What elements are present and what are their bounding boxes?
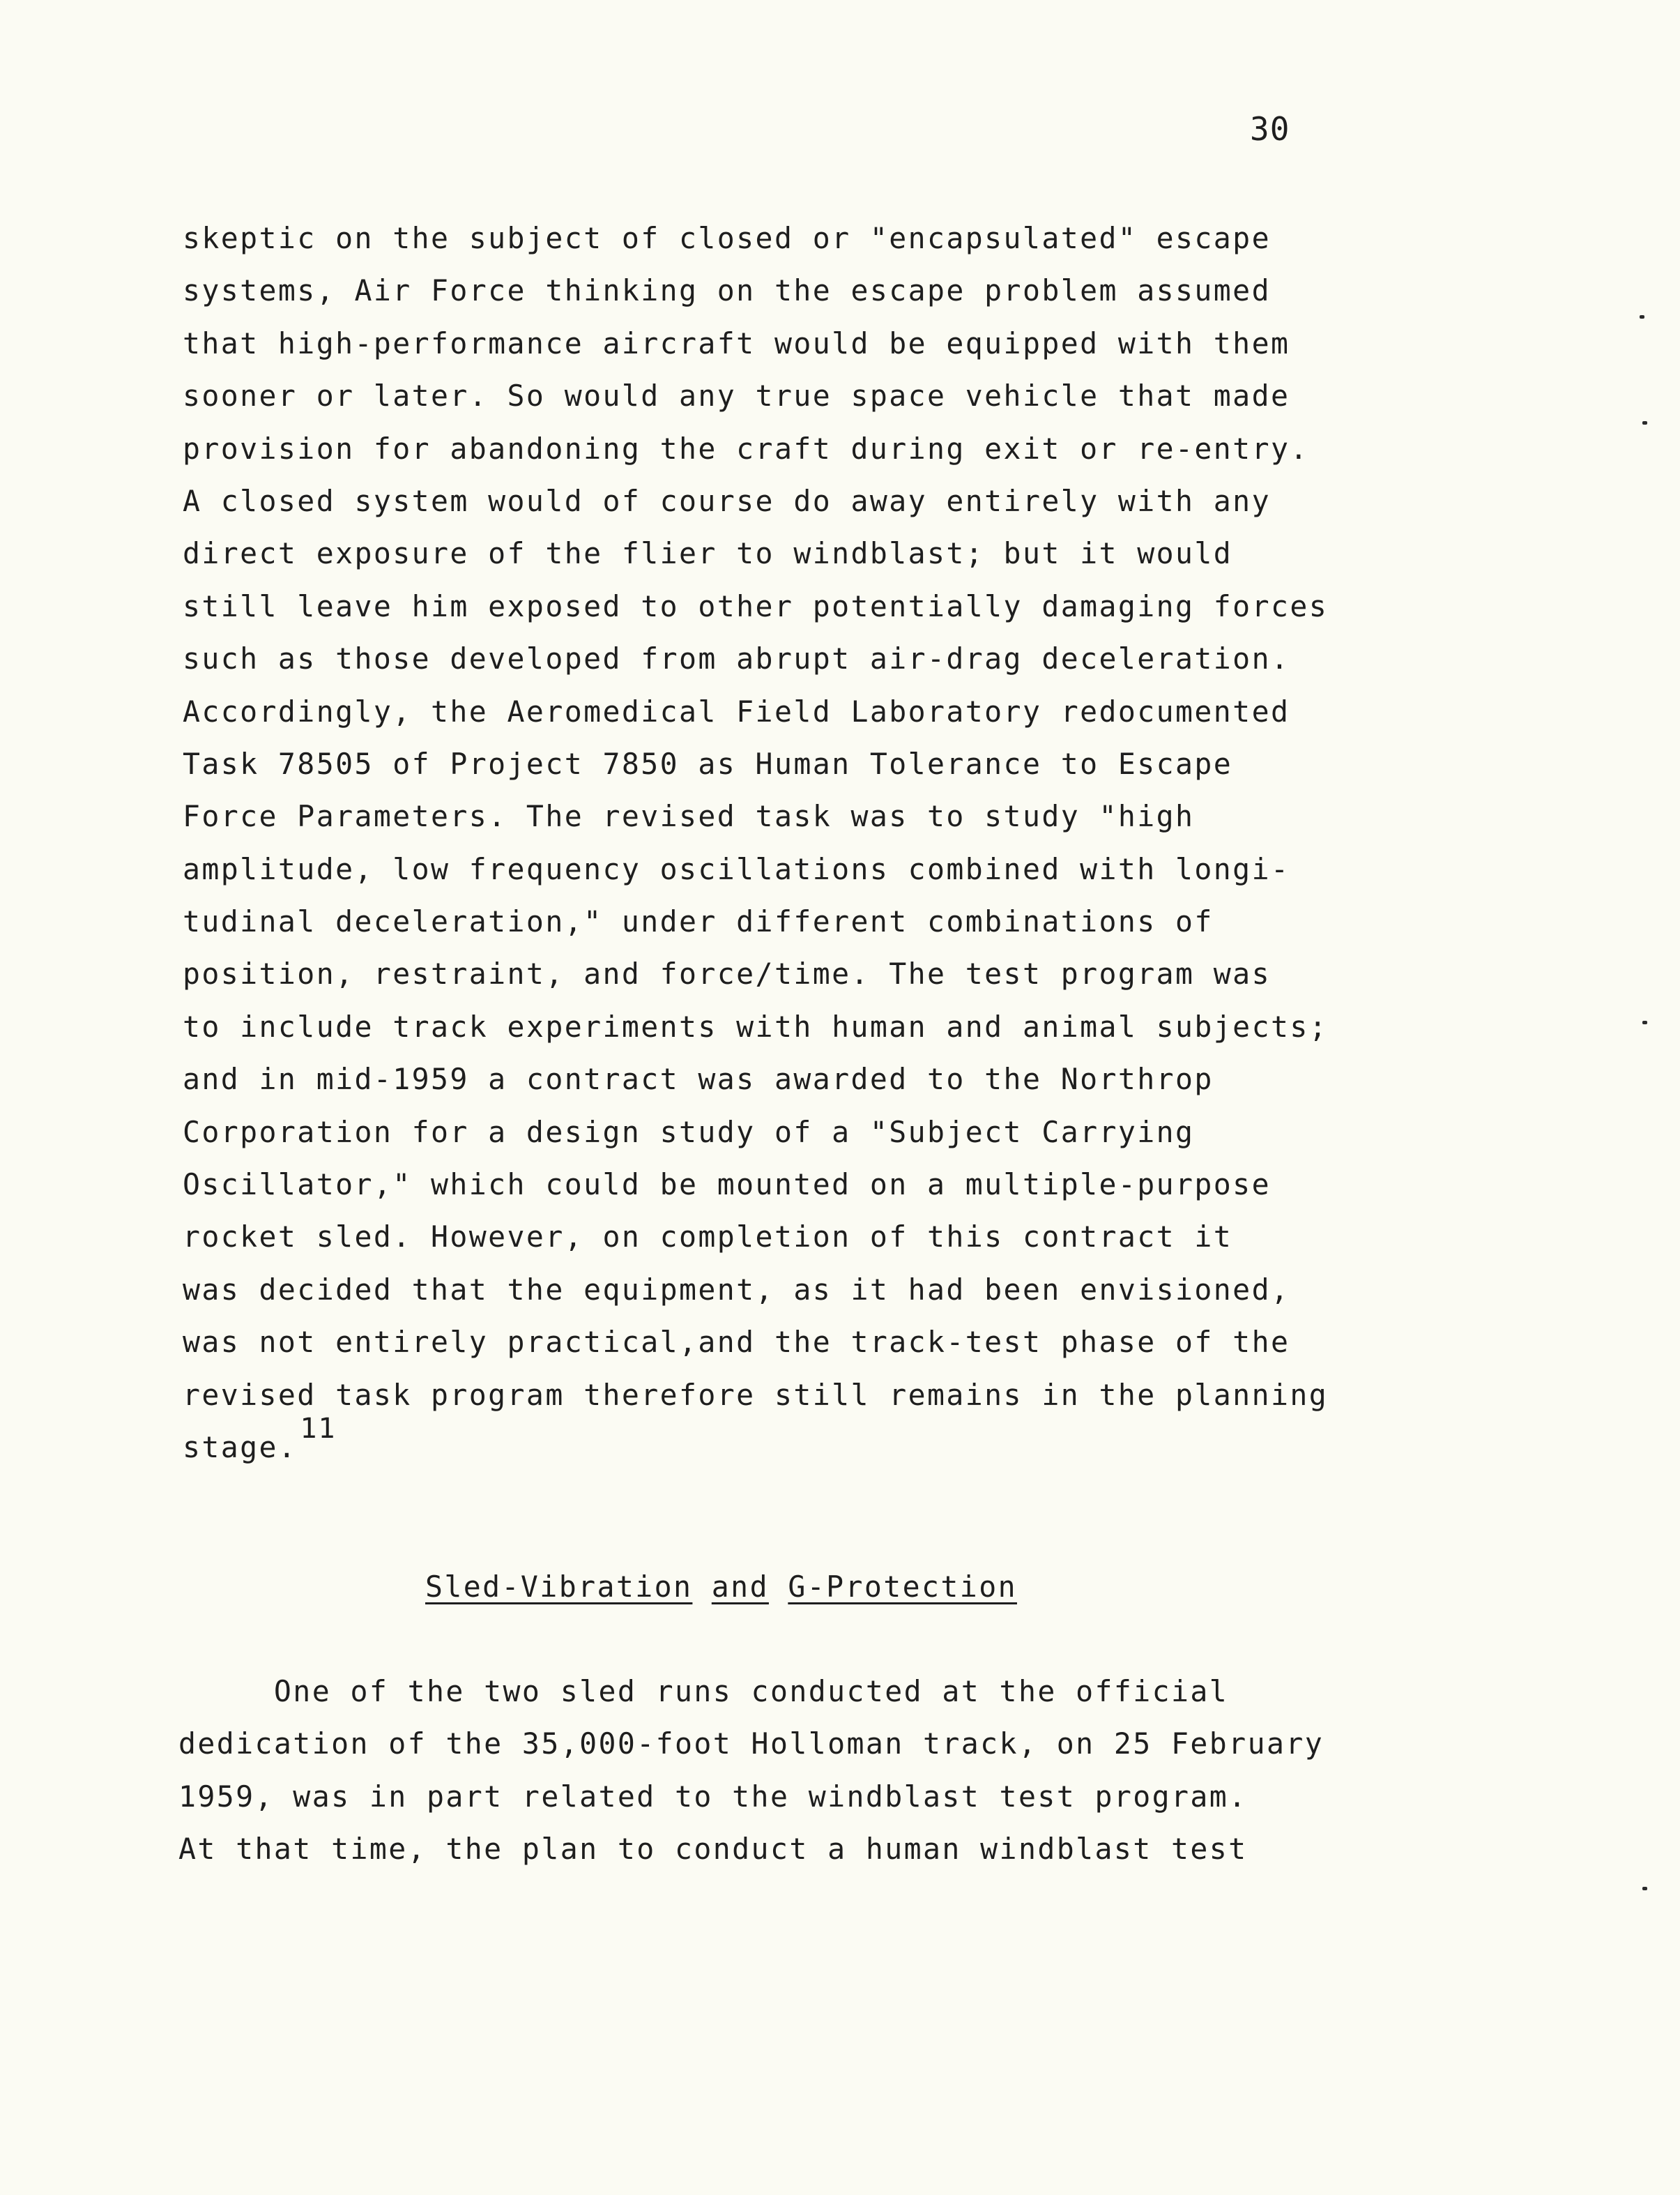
text-line: Force Parameters. The revised task was to study "high: [183, 799, 1195, 834]
body-paragraph-1: [183, 212, 1354, 1473]
text-line: Corporation for a design study of a "Subject Carrying: [183, 1114, 1195, 1149]
heading-part-1: Sled-Vibration: [425, 1570, 693, 1604]
text-line: such as those developed from abrupt air-drag deceleration.: [183, 641, 1290, 676]
text-line: systems, Air Force thinking on the escape problem assumed: [183, 273, 1271, 308]
page-number: 30: [1250, 110, 1290, 148]
text-line: that high-performance aircraft would be equipped with them: [183, 326, 1290, 360]
text-line: direct exposure of the flier to windblast; but it would: [183, 536, 1233, 571]
text-line: rocket sled. However, on completion of this contract it: [183, 1220, 1233, 1254]
text-line: sooner or later. So would any true space vehicle that made: [183, 379, 1290, 413]
text-line: Task 78505 of Project 7850 as Human Tolerance to Escape: [183, 746, 1233, 781]
body-paragraph-2: [178, 1665, 1357, 1876]
text-line-last: [183, 1412, 1354, 1473]
text-line: was not entirely practical,and the track-test phase of the: [183, 1325, 1290, 1360]
text-line: was decided that the equipment, as it had been envisioned,: [183, 1272, 1290, 1307]
scan-mark: [1640, 315, 1644, 319]
text-line: At that time, the plan to conduct a human windblast test: [178, 1832, 1248, 1867]
text-line: position, restraint, and force/time. The test program was: [183, 957, 1271, 992]
text-line: dedication of the 35,000-foot Holloman track, on 25 February: [178, 1726, 1324, 1761]
footnote-reference: 11: [300, 1412, 337, 1445]
scan-mark: [1642, 421, 1647, 425]
last-line-text: stage.: [183, 1429, 298, 1464]
heading-part-2: and: [711, 1570, 769, 1604]
text-line: Oscillator," which could be mounted on a multiple-purpose: [183, 1167, 1271, 1202]
scan-mark: [1642, 1021, 1647, 1024]
text-line: tudinal deceleration," under different combinations of: [183, 904, 1214, 939]
text-line: Accordingly, the Aeromedical Field Laboratory redocumented: [183, 694, 1290, 729]
heading-part-3: G-Protection: [788, 1570, 1017, 1604]
text-line: skeptic on the subject of closed or "encapsulated" escape: [183, 221, 1271, 255]
text-line: and in mid-1959 a contract was awarded to the Northrop: [183, 1062, 1214, 1097]
text-line: provision for abandoning the craft during exit or re-entry.: [183, 431, 1309, 466]
text-line: A closed system would of course do away entirely with any: [183, 483, 1271, 518]
text-line: 1959, was in part related to the windblast test program.: [178, 1779, 1248, 1814]
section-heading: [425, 1566, 1017, 1608]
text-line: to include track experiments with human and animal subjects;: [183, 1009, 1329, 1044]
text-line: One of the two sled runs conducted at the official: [178, 1674, 1229, 1708]
text-line: amplitude, low frequency oscillations combined with longi-: [183, 851, 1290, 886]
text-line: revised task program therefore still remains in the planning: [183, 1377, 1329, 1412]
scan-mark: [1642, 1887, 1647, 1890]
text-line: still leave him exposed to other potentially damaging forces: [183, 588, 1329, 623]
